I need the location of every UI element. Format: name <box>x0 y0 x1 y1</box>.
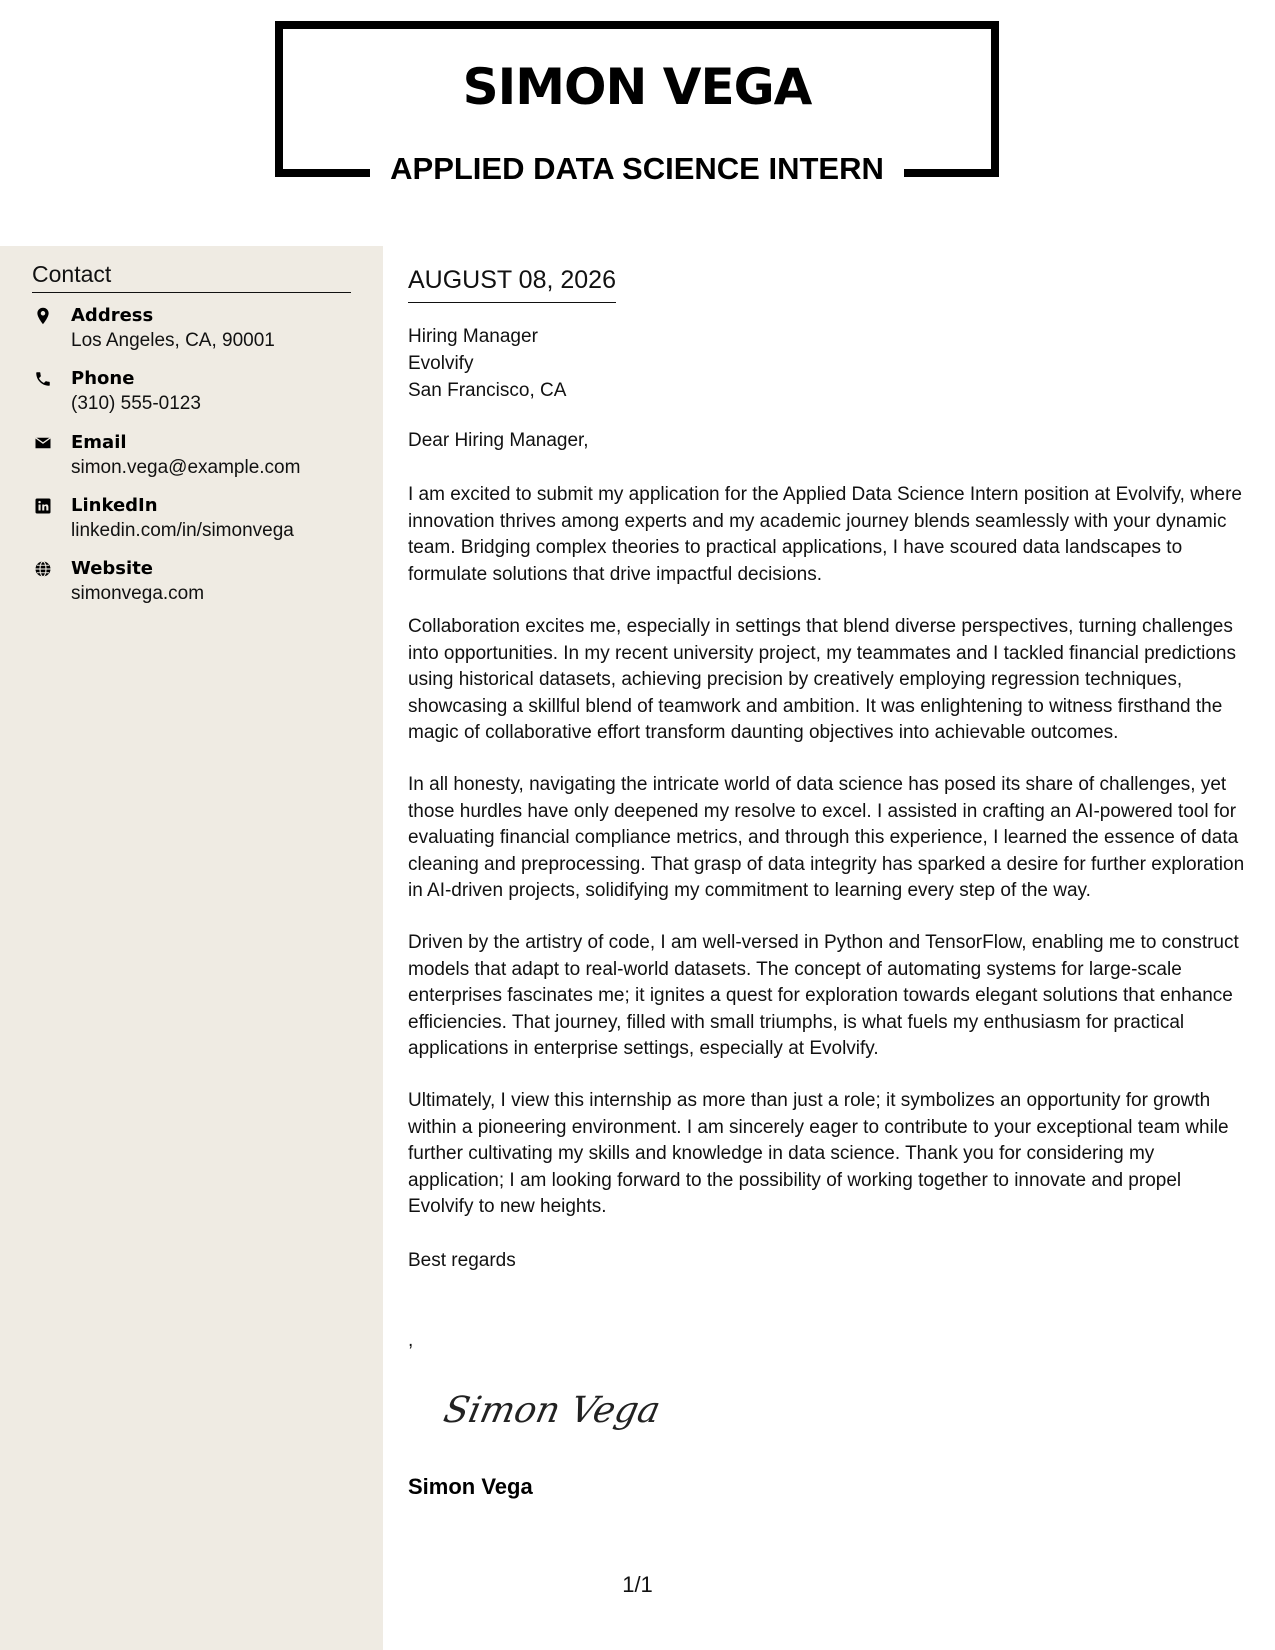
job-title: APPLIED DATA SCIENCE INTERN <box>390 151 884 186</box>
header-frame-bottom-right <box>904 169 999 177</box>
paragraph-5: Ultimately, I view this internship as more than just a role; it symbolizes an opportunity for growth within a pioneering environment. I am sincerely eager to contribute to your exceptional team while further cultivating my skills and knowledge in data science. Thank you for considering my application; I am looking forward to the possibility of working together to innovate and propel Evolvify to new heights. <box>408 1090 1229 1217</box>
linkedin-icon <box>34 497 52 515</box>
contact-label-address: Address <box>71 305 154 326</box>
closing: Best regards <box>408 1250 516 1271</box>
phone-icon <box>34 370 52 388</box>
recipient-company: Evolvify <box>408 353 474 374</box>
contact-label-phone: Phone <box>71 368 135 389</box>
letter-date: AUGUST 08, 2026 <box>408 266 616 303</box>
globe-icon <box>34 560 52 578</box>
recipient-name: Hiring Manager <box>408 326 538 347</box>
closing-comma: , <box>408 1330 414 1351</box>
contact-value-website: simonvega.com <box>71 583 205 604</box>
paragraph-4: Driven by the artistry of code, I am well-versed in Python and TensorFlow, enabling me to construct models that adapt to real-world datasets. The concept of automating systems for large-scale enterprises fascinates me; it ignites a quest for exploration towards elegant solutions that enhance efficiencies. That journey, filled with small triumphs, is what fuels my enthusiasm for practical applications in enterprise settings, especially at Evolvify. <box>408 932 1239 1059</box>
contact-label-linkedin: LinkedIn <box>71 495 158 516</box>
contact-label-website: Website <box>71 558 154 579</box>
contact-value-linkedin: linkedin.com/in/simonvega <box>71 520 294 541</box>
contact-divider <box>32 292 351 293</box>
salutation: Dear Hiring Manager, <box>408 430 589 451</box>
contact-label-email: Email <box>71 432 127 453</box>
location-pin-icon <box>34 307 52 325</box>
handwritten-signature <box>440 1380 665 1440</box>
envelope-icon <box>34 434 52 452</box>
recipient-block <box>408 323 566 404</box>
applicant-name: SIMON VEGA <box>462 58 812 116</box>
header-frame-bottom-left <box>275 169 370 177</box>
recipient-location: San Francisco, CA <box>408 380 567 401</box>
contact-heading: Contact <box>32 261 112 287</box>
paragraph-1: I am excited to submit my application for the Applied Data Science Intern position at Evolvify, where innovation thrives among experts and my academic journey blends seamlessly with your dynamic team. Bridging complex theories to practical applications, I have scoured data landscapes to formulate solutions that drive impactful decisions. <box>408 484 1242 585</box>
paragraph-3: In all honesty, navigating the intricate world of data science has posed its share of challenges, yet those hurdles have only deepened my resolve to excel. I assisted in crafting an AI-powered tool for evaluating financial compliance metrics, and through this experience, I learned the essence of data cleaning and preprocessing. That grasp of data integrity has sparked a desire for further exploration in AI-driven projects, solidifying my commitment to learning every step of the way. <box>408 774 1245 901</box>
paragraph-2: Collaboration excites me, especially in settings that blend diverse perspectives, turning challenges into opportunities. In my recent university project, my teammates and I tackled financial predictions using historical datasets, achieving precision by creatively employing regression techniques, showcasing a skillful blend of teamwork and ambition. It was enlightening to witness firsthand the magic of collaborative effort transform daunting objectives into achievable outcomes. <box>408 616 1236 743</box>
contact-value-phone: (310) 555-0123 <box>71 393 201 414</box>
signer-name: Simon Vega <box>408 1474 533 1499</box>
page-number: 1/1 <box>622 1572 653 1597</box>
contact-value-email: simon.vega@example.com <box>71 457 301 478</box>
contact-value-address: Los Angeles, CA, 90001 <box>71 330 275 351</box>
svg-text:Simon Vega: Simon Vega <box>440 1388 665 1431</box>
